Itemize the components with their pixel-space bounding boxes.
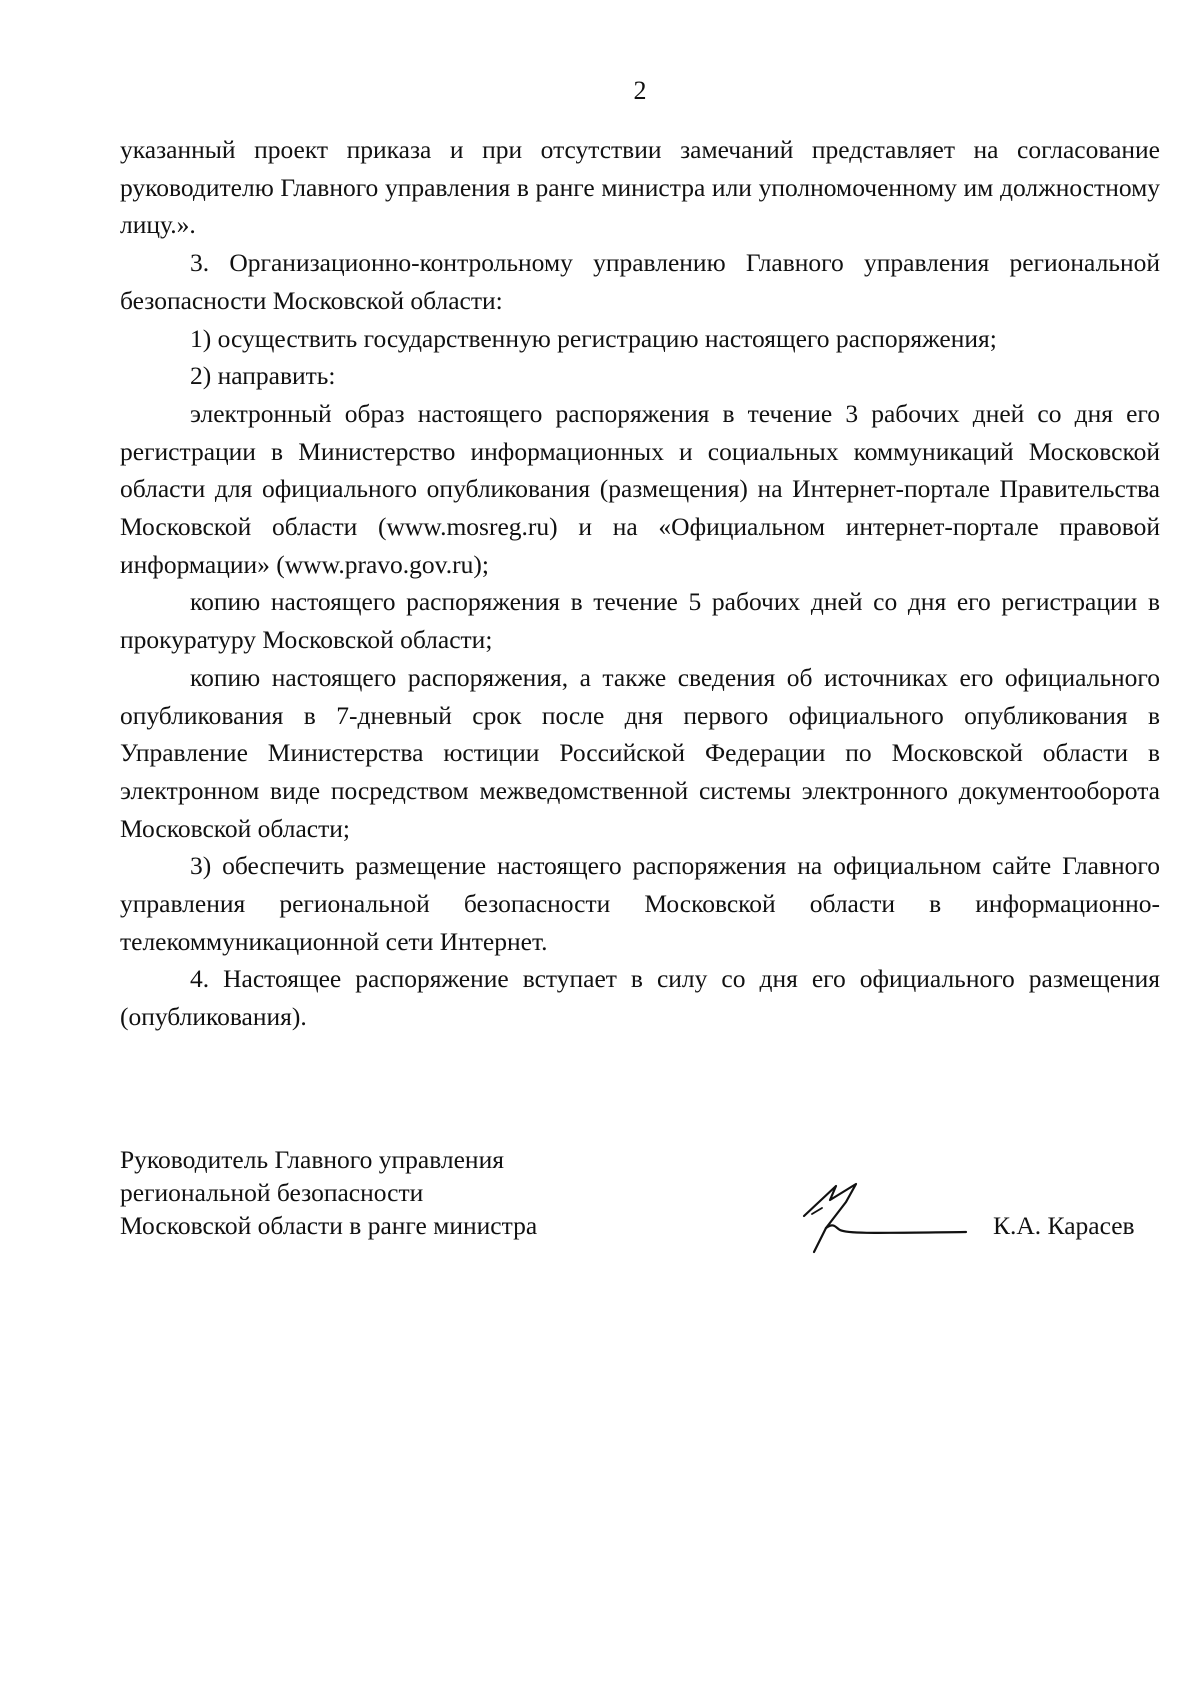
document-body: [120, 131, 1160, 1036]
signatory-name: К.А. Карасев: [993, 1211, 1135, 1240]
paragraph-copy-prosecutor: копию настоящего распоряжения в течение 5 рабочих дней со дня его регистрации в прокуратуру Московской области;: [120, 587, 1160, 655]
paragraph-item-3: 3. Организационно-контрольному управлению Главного управления региональной безопасности Московской области:: [120, 248, 1160, 315]
signatory-position: [120, 1143, 720, 1242]
paragraph-continuation: указанный проект приказа и при отсутствии замечаний представляет на согласование руководителю Главного управления в ранге министра или уполномоченному им должностному лицу.».: [120, 135, 1160, 240]
paragraph-item-4: 4. Настоящее распоряжение вступает в силу со дня его официального размещения (опубликования).: [120, 964, 1160, 1032]
signatory-position-line: Руководитель Главного управления: [120, 1145, 504, 1174]
handwritten-signature: [790, 1168, 970, 1258]
paragraph-subitem-2: 2) направить:: [190, 361, 336, 391]
paragraph-subitem-3: 3) обеспечить размещение настоящего распоряжения на официальном сайте Главного управления региональной безопасности Московской области в информационно-телекоммуникационной сети Интернет.: [120, 851, 1160, 956]
page-number: 2: [633, 76, 647, 105]
paragraph-electronic-image: электронный образ настоящего распоряжения в течение 3 рабочих дней со дня его регистрации в Министерство информационных и социальных коммуникаций Московской области для официального опубликования (размещения) на Интернет-портале Правительства Московской области (www.mosreg.ru) и на «Официальном интернет-портале правовой информации» (www.pravo.gov.ru);: [120, 398, 1160, 579]
paragraph-copy-justice: копию настоящего распоряжения, а также сведения об источниках его официального опубликования в 7-дневный срок после дня первого официального опубликования в Управление Министерства юстиции Российской Федерации по Московской области в электронном виде посредством межведомственной системы электронного документооборота Московской области;: [120, 662, 1160, 843]
signatory-position-line: Московской области в ранге министра: [120, 1211, 538, 1240]
signatory-position-line: региональной безопасности: [120, 1178, 424, 1207]
paragraph-subitem-1: 1) осуществить государственную регистрацию настоящего распоряжения;: [190, 323, 997, 353]
